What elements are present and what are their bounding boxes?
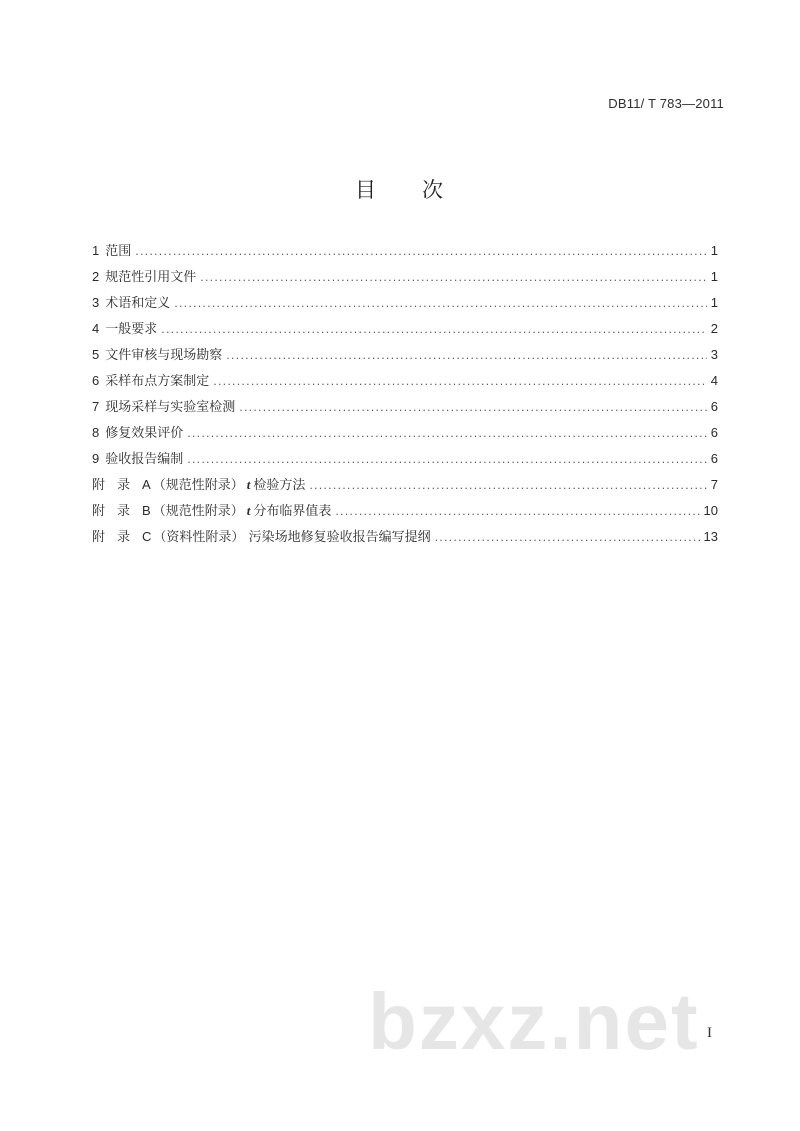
toc-title-char-2: 次 xyxy=(422,178,445,202)
appendix-title: 分布临界值表 xyxy=(253,504,332,519)
toc-entry[interactable] xyxy=(92,264,718,290)
toc-entry[interactable] xyxy=(92,420,718,446)
toc-entry-label: 采样布点方案制定 xyxy=(105,374,210,389)
toc-leader-dots xyxy=(174,291,707,317)
appendix-prefix: 附录 xyxy=(92,504,143,519)
appendix-letter: A xyxy=(142,477,151,492)
toc-entry-label: 验收报告编制 xyxy=(105,452,184,467)
toc-entry-number: 2 xyxy=(92,269,100,284)
toc-entry-number: 5 xyxy=(92,347,100,362)
toc-entry-page: 6 xyxy=(710,451,718,466)
toc-entry-label: 文件审核与现场勘察 xyxy=(105,348,223,363)
toc-entry-number: 3 xyxy=(92,295,100,310)
toc-entry-number: 4 xyxy=(92,321,100,336)
watermark: bzxz.net xyxy=(368,977,700,1066)
toc-leader-dots xyxy=(187,447,707,473)
toc-leader-dots xyxy=(309,473,706,499)
toc-entry[interactable] xyxy=(92,316,718,342)
toc-entry[interactable] xyxy=(92,368,718,394)
toc-entry-page: 4 xyxy=(710,373,718,388)
toc-entry-page: 2 xyxy=(710,321,718,336)
toc-entry[interactable] xyxy=(92,446,718,472)
toc-entry[interactable] xyxy=(92,290,718,316)
toc-leader-dots xyxy=(435,525,700,551)
toc-entry-page: 13 xyxy=(703,529,718,544)
toc-entry-number: 6 xyxy=(92,373,100,388)
appendix-kind: （资料性附录） xyxy=(153,530,245,545)
toc-leader-dots xyxy=(187,421,707,447)
toc-appendix-entry[interactable] xyxy=(92,498,718,524)
toc-entry-number: 8 xyxy=(92,425,100,440)
appendix-prefix: 附录 xyxy=(92,530,143,545)
toc-entry-label: 一般要求 xyxy=(105,322,158,337)
toc-title-char-1: 目 xyxy=(355,178,378,202)
appendix-italic-symbol: t xyxy=(246,477,251,492)
toc-appendix-entry[interactable] xyxy=(92,524,718,550)
appendix-title: 检验方法 xyxy=(253,478,306,493)
toc-entry-number: 1 xyxy=(92,243,100,258)
toc-leader-dots xyxy=(226,343,707,369)
toc-entry-page: 1 xyxy=(710,295,718,310)
toc-list xyxy=(92,238,718,550)
toc-entry-page: 1 xyxy=(710,243,718,258)
toc-leader-dots xyxy=(335,499,699,525)
appendix-title: 污染场地修复验收报告编写提纲 xyxy=(248,530,431,545)
toc-leader-dots xyxy=(135,239,707,265)
page-number: I xyxy=(707,1025,712,1041)
toc-entry[interactable] xyxy=(92,342,718,368)
toc-entry-label: 现场采样与实验室检测 xyxy=(105,400,236,415)
toc-entry-label: 范围 xyxy=(105,244,132,259)
appendix-italic-symbol: t xyxy=(246,503,251,518)
toc-entry-number: 9 xyxy=(92,451,100,466)
toc-entry-number: 7 xyxy=(92,399,100,414)
toc-entry-page: 6 xyxy=(710,425,718,440)
toc-entry-page: 1 xyxy=(710,269,718,284)
toc-appendix-label xyxy=(92,524,431,551)
toc-appendix-entry[interactable] xyxy=(92,472,718,498)
appendix-kind: （规范性附录） xyxy=(152,504,244,519)
appendix-letter: B xyxy=(142,503,151,518)
toc-appendix-label xyxy=(92,472,305,499)
toc-leader-dots xyxy=(213,369,707,395)
toc-entry-label: 修复效果评价 xyxy=(105,426,184,441)
toc-entry-page: 6 xyxy=(710,399,718,414)
toc-entry-page: 3 xyxy=(710,347,718,362)
toc-entry-label: 规范性引用文件 xyxy=(105,270,197,285)
toc-entry[interactable] xyxy=(92,238,718,264)
appendix-letter: C xyxy=(142,529,152,544)
toc-entry-page: 7 xyxy=(710,477,718,492)
toc-leader-dots xyxy=(200,265,707,291)
toc-entry[interactable] xyxy=(92,394,718,420)
appendix-kind: （规范性附录） xyxy=(152,478,244,493)
toc-entry-page: 10 xyxy=(703,503,718,518)
toc-entry-label: 术语和定义 xyxy=(105,296,171,311)
toc-leader-dots xyxy=(161,317,707,343)
toc-title xyxy=(0,174,800,204)
toc-appendix-label xyxy=(92,498,331,525)
appendix-prefix: 附录 xyxy=(92,478,143,493)
standard-code: DB11/ T 783—2011 xyxy=(608,96,724,111)
toc-leader-dots xyxy=(239,395,707,421)
